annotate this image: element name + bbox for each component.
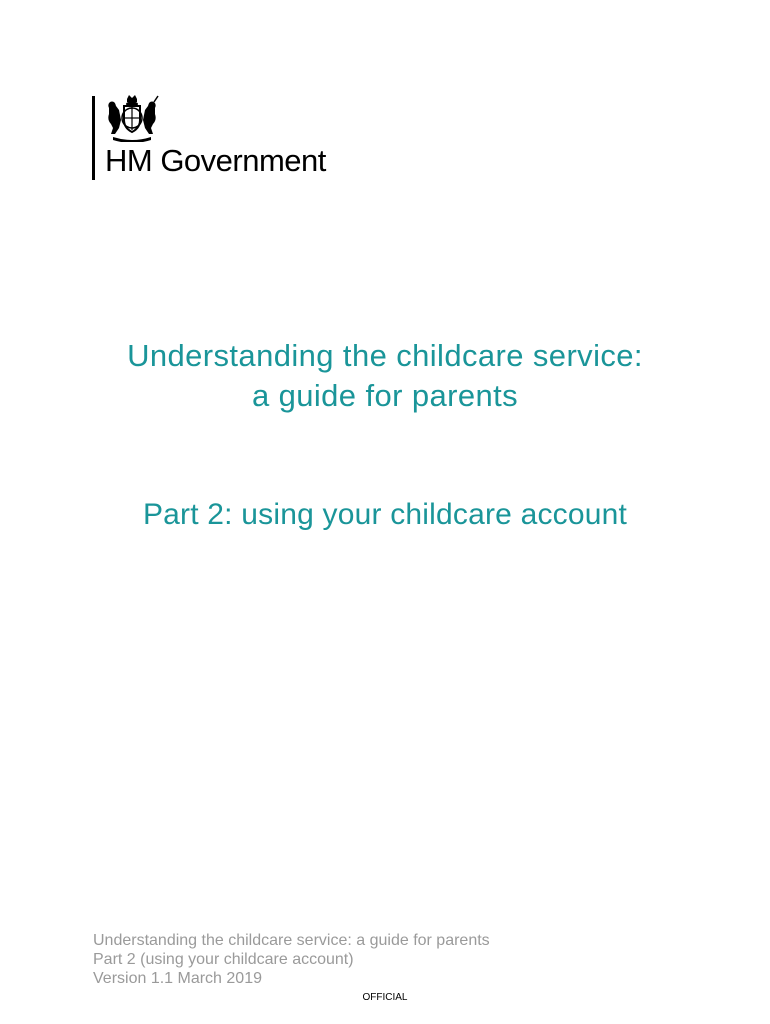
footer-line-2: Part 2 (using your childcare account) (93, 951, 354, 968)
footer-line-1: Understanding the childcare service: a guide for parents (93, 932, 490, 949)
logo-wordmark: HM Government (105, 143, 326, 178)
document-title (40, 336, 730, 416)
royal-coat-of-arms-icon (103, 94, 161, 142)
document-footer-meta (93, 931, 490, 988)
security-classification: OFFICIAL (362, 992, 408, 1003)
footer-line-3: Version 1.1 March 2019 (93, 970, 262, 987)
title-line-2: a guide for parents (251, 378, 519, 413)
title-line-1: Understanding the childcare service: (127, 338, 643, 373)
document-subtitle: Part 2: using your childcare account (142, 498, 628, 531)
logo-divider (92, 96, 95, 180)
hm-government-logo (92, 94, 362, 182)
